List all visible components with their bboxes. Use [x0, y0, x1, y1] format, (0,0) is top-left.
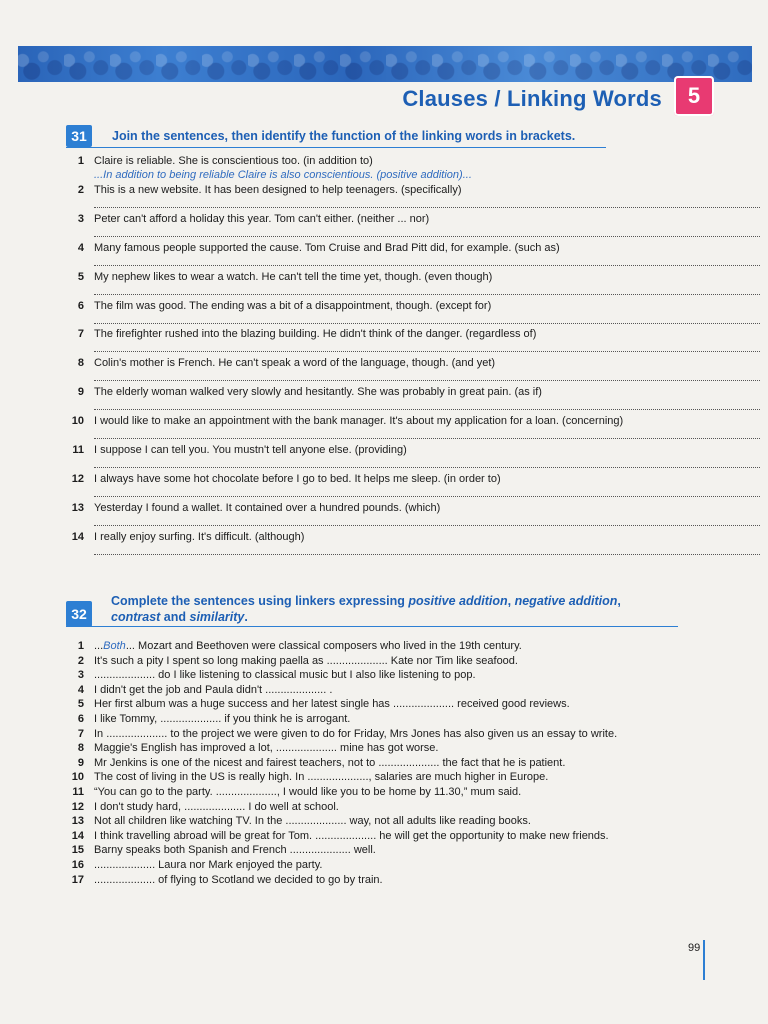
item-number: 1: [77, 640, 84, 652]
item-number: 10: [71, 771, 84, 784]
item-sentence: This is a new website. It has been designed to help teenagers. (specifically): [94, 183, 462, 196]
item-number: 7: [77, 727, 84, 740]
exercise-32-item: [60, 756, 720, 770]
item-sentence[interactable]: .................... Laura nor Mark enjoyed the party.: [94, 859, 323, 871]
page-number: 99: [688, 942, 701, 954]
item-number: 13: [71, 501, 84, 514]
instruction-comma: ,: [507, 594, 515, 608]
item-sentence[interactable]: I think travelling abroad will be great for Tom. .................... he will get the opportunity to make new friends.: [94, 829, 609, 842]
item-sentence: Peter can't afford a holiday this year. Tom can't either. (neither ... nor): [94, 212, 430, 225]
item-sentence: My nephew likes to wear a watch. He can't tell the time yet, though. (even though): [94, 270, 493, 283]
item-number: 12: [71, 472, 84, 485]
item-number: 3: [77, 212, 84, 225]
instruction-contrast: contrast: [111, 610, 161, 624]
instruction-positive-addition: positive addition: [408, 594, 508, 608]
item-number: 3: [77, 669, 84, 682]
answer-line[interactable]: [94, 341, 760, 352]
exercise-32-item: [60, 800, 720, 814]
exercise-32-number: 32: [66, 601, 92, 627]
item-number: 14: [71, 530, 84, 543]
exercise-31-item: [60, 270, 710, 298]
instruction-and: and: [160, 610, 190, 624]
item-number: 9: [77, 386, 84, 399]
example-answer: Both: [103, 640, 126, 652]
exercise-32-item: [60, 858, 720, 872]
item-number: 13: [71, 815, 84, 828]
item-number: 2: [77, 654, 84, 667]
answer-line[interactable]: [94, 284, 760, 295]
exercise-31-item: [60, 385, 710, 413]
exercise-31-item: [60, 212, 710, 240]
exercise-32-item: [60, 873, 720, 887]
item-sentence[interactable]: Her first album was a huge success and her latest single has .................... received good reviews.: [94, 698, 570, 711]
example-answer: ...In addition to being reliable Claire is also conscientious. (positive addition)...: [94, 169, 472, 181]
answer-line[interactable]: [94, 515, 760, 526]
item-number: 8: [77, 357, 84, 370]
exercise-31-rule: [66, 147, 606, 148]
answer-line[interactable]: [94, 197, 760, 208]
item-number: 4: [77, 683, 84, 696]
page-title: Clauses / Linking Words: [402, 86, 662, 111]
item-number: 5: [77, 270, 84, 283]
exercise-32-item: [60, 697, 720, 711]
item-number: 11: [72, 786, 84, 798]
item-sentence: Many famous people supported the cause. Tom Cruise and Brad Pitt did, for example. (such as): [94, 241, 560, 254]
item-number: 5: [77, 698, 84, 711]
exercise-32-item: [60, 727, 720, 741]
exercise-31-item: [60, 241, 710, 269]
exercise-31-item: [60, 154, 710, 182]
item-number: 9: [77, 756, 84, 769]
exercise-31-item: [60, 530, 710, 558]
instruction-similarity: similarity: [189, 610, 245, 624]
exercise-32-rule: [66, 626, 678, 627]
item-sentence: I suppose I can tell you. You mustn't tell anyone else. (providing): [94, 444, 407, 456]
item-number: 16: [71, 859, 84, 871]
answer-line[interactable]: [94, 457, 760, 468]
item-sentence[interactable]: I don't study hard, .................... I do well at school.: [94, 800, 339, 813]
page-number-marker: [703, 940, 705, 980]
item-number: 1: [77, 155, 84, 167]
item-sentence: Claire is reliable. She is conscientious too. (in addition to): [94, 155, 373, 167]
item-sentence: Yesterday I found a wallet. It contained over a hundred pounds. (which): [94, 501, 441, 514]
item-number: 6: [77, 713, 84, 725]
item-sentence[interactable]: ...Both... Mozart and Beethoven were classical composers who lived in the 19th century.: [94, 640, 522, 652]
instruction-end: .: [244, 610, 248, 624]
exercise-32-item: [60, 654, 720, 668]
exercise-32-instruction: [111, 593, 621, 625]
item-sentence[interactable]: Barny speaks both Spanish and French .................... well.: [94, 844, 376, 857]
item-sentence[interactable]: I didn't get the job and Paula didn't .................... .: [94, 683, 333, 696]
answer-line[interactable]: [94, 428, 760, 439]
answer-line[interactable]: [94, 486, 760, 497]
exercise-32-item: [60, 639, 720, 653]
exercise-31-instruction: Join the sentences, then identify the function of the linking words in brackets.: [112, 129, 576, 143]
exercise-32-item: [60, 712, 720, 726]
item-sentence: I would like to make an appointment with the bank manager. It's about my application for a loan. (concerning): [94, 415, 624, 428]
answer-line[interactable]: [94, 544, 760, 555]
exercise-32-item: [60, 770, 720, 784]
item-number: 12: [71, 800, 84, 813]
item-sentence: The elderly woman walked very slowly and hesitantly. She was probably in great pain. (as if): [94, 386, 542, 399]
item-sentence: Colin's mother is French. He can't speak a word of the language, though. (and yet): [94, 357, 496, 370]
item-sentence[interactable]: “You can go to the party. ...................., I would like you to be home by 11.30,” mum said.: [94, 786, 522, 798]
exercise-31-item: [60, 183, 710, 211]
item-sentence[interactable]: .................... do I like listening to classical music but I also like listening to pop.: [94, 669, 476, 682]
item-sentence[interactable]: In .................... to the project we were given to do for Friday, Mrs Jones has also given us an essay to write.: [94, 727, 618, 740]
unit-badge: 5: [674, 76, 714, 116]
answer-line[interactable]: [94, 226, 760, 237]
item-number: 15: [71, 844, 84, 857]
item-sentence[interactable]: .................... of flying to Scotland we decided to go by train.: [94, 873, 383, 886]
item-sentence: I really enjoy surfing. It's difficult. (although): [94, 530, 305, 543]
item-sentence: The firefighter rushed into the blazing building. He didn't think of the danger. (regardless of): [94, 328, 537, 341]
exercise-32-item: [60, 785, 720, 799]
exercise-31-item: [60, 472, 710, 500]
exercise-32-item: [60, 814, 720, 828]
exercise-32-item: [60, 843, 720, 857]
instruction-comma-2: ,: [617, 594, 621, 608]
exercise-31-item: [60, 443, 710, 471]
answer-line[interactable]: [94, 255, 760, 266]
item-sentence: I always have some hot chocolate before I go to bed. It helps me sleep. (in order to): [94, 472, 501, 485]
exercise-31-item: [60, 327, 710, 355]
exercise-31-item: [60, 501, 710, 529]
item-number: 4: [77, 241, 84, 254]
header-banner: [18, 46, 752, 82]
exercise-31-item: [60, 356, 710, 384]
item-number: 8: [77, 742, 84, 755]
item-number: 11: [72, 444, 84, 456]
instruction-part-start: Complete the sentences using linkers expressing: [111, 594, 409, 608]
item-sentence[interactable]: It's such a pity I spent so long making paella as .................... Kate nor Tim like seafood.: [94, 654, 518, 667]
exercise-32-item: [60, 829, 720, 843]
exercise-31-item: [60, 299, 710, 327]
item-number: 14: [71, 829, 84, 842]
item-number: 7: [77, 328, 84, 341]
exercise-32-item: [60, 668, 720, 682]
exercise-31-number: 31: [66, 125, 92, 147]
item-sentence[interactable]: The cost of living in the US is really high. In ...................., salaries are much higher in Europe.: [94, 771, 549, 784]
item-number: 6: [77, 299, 84, 312]
item-sentence[interactable]: Mr Jenkins is one of the nicest and fairest teachers, not to .................... the fact that he is patient.: [94, 756, 566, 769]
item-sentence[interactable]: Maggie's English has improved a lot, .................... mine has got worse.: [94, 742, 439, 755]
exercise-32-item: [60, 683, 720, 697]
item-sentence[interactable]: I like Tommy, .................... if you think he is arrogant.: [94, 713, 351, 725]
answer-line[interactable]: [94, 370, 760, 381]
item-sentence[interactable]: Not all children like watching TV. In the .................... way, not all adults like reading books.: [94, 815, 531, 828]
item-sentence: The film was good. The ending was a bit of a disappointment, though. (except for): [94, 299, 492, 312]
instruction-negative-addition: negative addition: [514, 594, 618, 608]
exercise-31-item: [60, 414, 710, 442]
item-number: 17: [71, 873, 84, 886]
exercise-32-item: [60, 741, 720, 755]
item-number: 2: [77, 183, 84, 196]
answer-line[interactable]: [94, 399, 760, 410]
item-number: 10: [71, 415, 84, 428]
answer-line[interactable]: [94, 313, 760, 324]
